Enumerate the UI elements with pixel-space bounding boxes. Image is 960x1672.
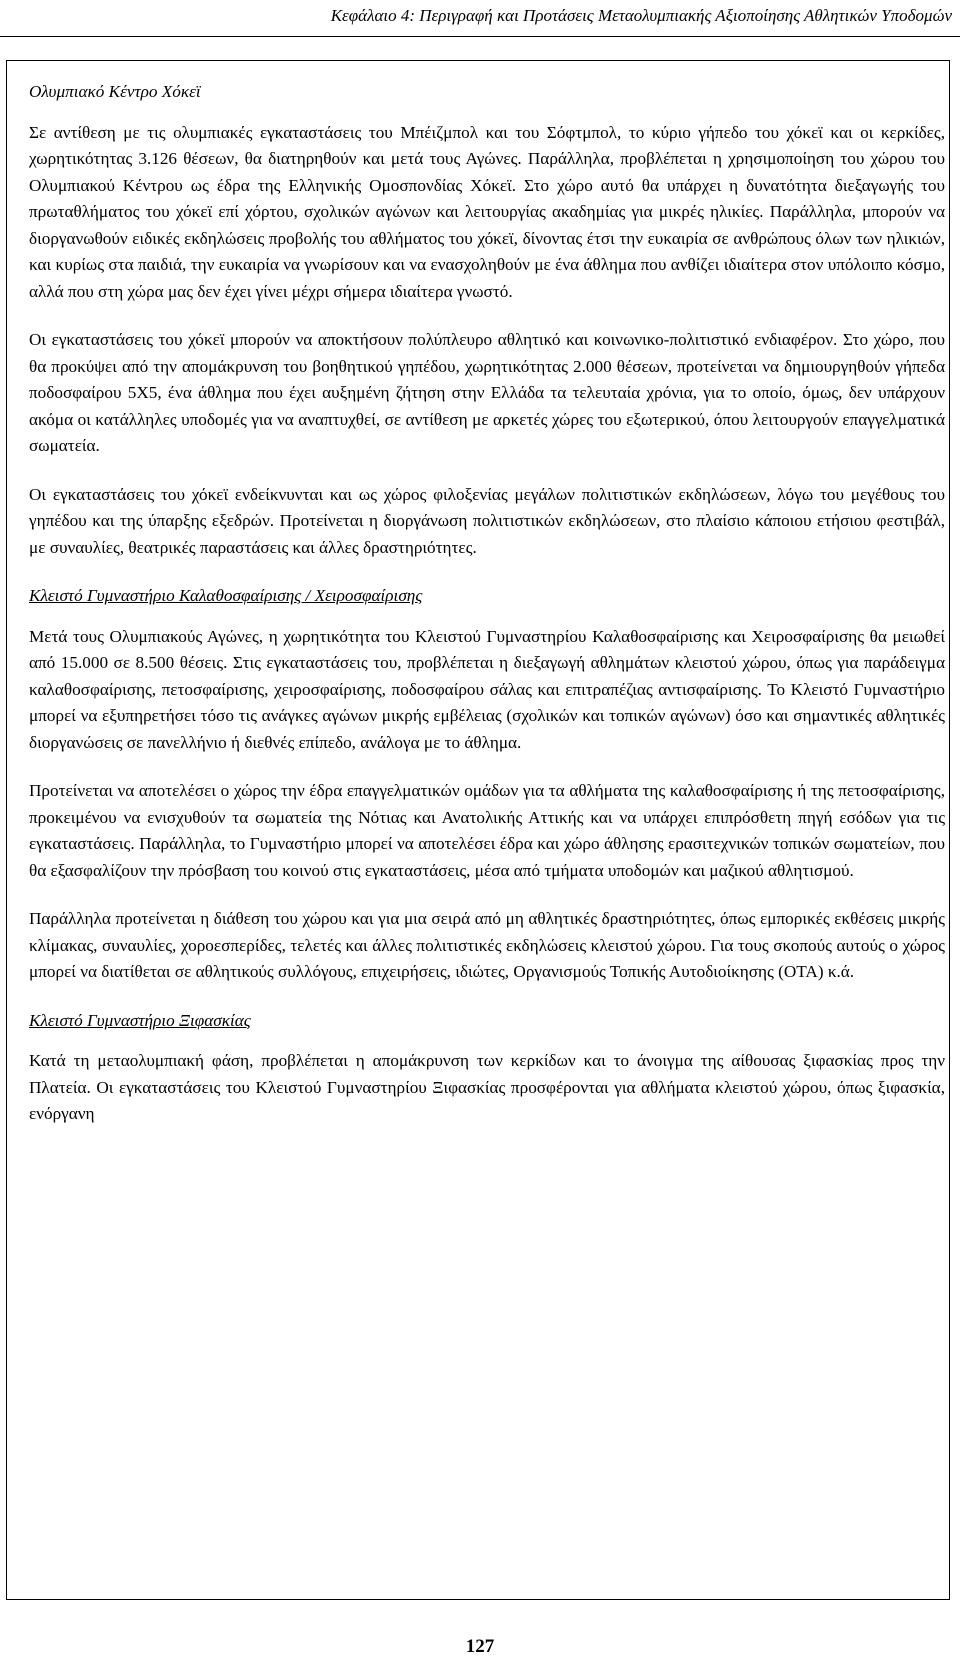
content-frame (6, 60, 950, 1600)
page-content (29, 79, 945, 1150)
section-heading-fencing: Κλειστό Γυμναστήριο Ξιφασκίας (29, 1010, 251, 1030)
paragraph: Οι εγκαταστάσεις του χόκεϊ ενδείκνυνται και ως χώρος φιλοξενίας μεγάλων πολιτιστικών εκδηλώσεων, λόγω του μεγέθους του γηπέδου και της ύπαρξης εξεδρών. Προτείνεται η διοργάνωση πολιτιστικών εκδηλώσεων, στο πλαίσιο κάποιου ετήσιου φεστιβάλ, με συναυλίες, θεατρικές παραστάσεις και άλλες δραστηριότητες. (29, 484, 945, 557)
running-header: Κεφάλαιο 4: Περιγραφή και Προτάσεις Μεταολυμπιακής Αξιοποίησης Αθλητικών Υποδομών (330, 6, 952, 25)
section-heading-basketball-handball: Κλειστό Γυμναστήριο Καλαθοσφαίρισης / Χειροσφαίρισης (29, 586, 423, 605)
section-fencing-hall (29, 1008, 945, 1128)
paragraph: Κατά τη μεταολυμπιακή φάση, προβλέπεται η απομάκρυνση των κερκίδων και το άνοιγμα της αίθουσας ξιφασκίας προς την Πλατεία. Οι εγκαταστάσεις του Κλειστού Γυμναστηρίου Ξιφασκίας προσφέρονται για αθλήματα κλειστού χώρου, όπως ξιφασκία, ενόργανη (29, 1051, 945, 1123)
section-basketball-handball-arena (29, 583, 945, 986)
paragraph: Παράλληλα προτείνεται η διάθεση του χώρου και για μια σειρά από μη αθλητικές δραστηριότητες, όπως εμπορικές εκθέσεις μικρής κλίμακας, συναυλίες, χοροεσπερίδες, τελετές και άλλες πολιτιστικές εκδηλώσεις κλειστού χώρου. Για τους σκοπούς αυτούς ο χώρος μπορεί να διατίθεται σε αθλητικούς συλλόγους, επιχειρήσεις, ιδιώτες, Οργανισμούς Τοπικής Αυτοδιοίκησης (ΟΤΑ) κ.ά. (29, 909, 945, 981)
paragraph: Μετά τους Ολυμπιακούς Αγώνες, η χωρητικότητα του Κλειστού Γυμναστηρίου Καλαθοσφαίρισης και Χειροσφαίρισης θα μειωθεί από 15.000 σε 8.500 θέσεις. Στις εγκαταστάσεις του, προβλέπεται η διεξαγωγή αθλημάτων κλειστού χώρου, όπως για παράδειγμα καλαθοσφαίρισης, πετοσφαίρισης, χειροσφαίρισης, ποδοσφαίρου σάλας και επιτραπέζιας αντισφαίρισης. Το Κλειστό Γυμναστήριο μπορεί να εξυπηρετήσει τόσο τις ανάγκες αγώνων μικρής εμβέλειας (σχολικών και τοπικών αγώνων) όσο και σημαντικές αθλητικές διοργανώσεις σε πανελλήνιο ή διεθνές επίπεδο, ανάλογα με το άθλημα. (29, 626, 945, 752)
paragraph: Προτείνεται να αποτελέσει ο χώρος την έδρα επαγγελματικών ομάδων για τα αθλήματα της καλαθοσφαίρισης ή της πετοσφαίρισης, προκειμένου να ενισχυθούν τα σωματεία της Νότιας και Ανατολικής Αττικής και να υπάρχει επιπρόσθετη πηγή εσόδων για τις εγκαταστάσεις. Παράλληλα, το Γυμναστήριο μπορεί να αποτελέσει έδρα και χώρο άθλησης ερασιτεχνικών τοπικών σωματείων, που θα εξασφαλίζουν την πρόσβαση του κοινού στις εγκαταστάσεις, μέσα από τμήματα υποδομών και μαζικού αθλητισμού. (29, 781, 945, 880)
page-number: 127 (465, 1636, 495, 1657)
section-hockey-centre (29, 79, 945, 561)
paragraph: Σε αντίθεση με τις ολυμπιακές εγκαταστάσεις του Μπέιζμπολ και του Σόφτμπολ, το κύριο γήπεδο του χόκεϊ και οι κερκίδες, χωρητικότητας 3.126 θέσεων, θα διατηρηθούν και μετά τους Αγώνες. Παράλληλα, προβλέπεται η χρησιμοποίηση του χώρου του Ολυμπιακού Κέντρου ως έδρα της Ελληνικής Ομοσπονδίας Χόκεϊ. Στο χώρο αυτό θα υπάρχει η δυνατότητα διεξαγωγής του πρωταθλήματος του χόκεϊ επί χόρτου, σχολικών αγώνων και λειτουργίας ακαδημίας για μικρές ηλικίες. Παράλληλα, μπορούν να διοργανωθούν ειδικές εκδηλώσεις προβολής του αθλήματος του χόκεϊ, δίνοντας έτσι την ευκαιρία σε ανθρώπους όλων των ηλικιών, και κυρίως στα παιδιά, την ευκαιρία να γνωρίσουν και να ενασχοληθούν με ένα άθλημα που ανθίζει ιδιαίτερα στον υπόλοιπο κόσμο, αλλά που στη χώρα μας δεν έχει γίνει μέχρι σήμερα ιδιαίτερα γνωστό. (29, 122, 945, 301)
paragraph: Οι εγκαταστάσεις του χόκεϊ μπορούν να αποκτήσουν πολύπλευρο αθλητικό και κοινωνικο-πολιτιστικό ενδιαφέρον. Στο χώρο, που θα προκύψει από την απομάκρυνση του βοηθητικού γηπέδου, χωρητικότητας 2.000 θέσεων, προτείνεται να δημιουργηθούν γήπεδα ποδοσφαίρου 5Χ5, ένα άθλημα που έχει αυξημένη ζήτηση στην Ελλάδα τα τελευταία χρόνια, για το οποίο, όμως, δεν υπάρχουν ακόμα οι κατάλληλες υποδομές για να αναπτυχθεί, σε αντίθεση με αρκετές χώρες του εξωτερικού, όπου λειτουργούν επαγγελματικά σωματεία. (29, 330, 945, 455)
section-heading-hockey: Ολυμπιακό Κέντρο Χόκεϊ (29, 82, 201, 101)
header-rule (0, 36, 960, 37)
